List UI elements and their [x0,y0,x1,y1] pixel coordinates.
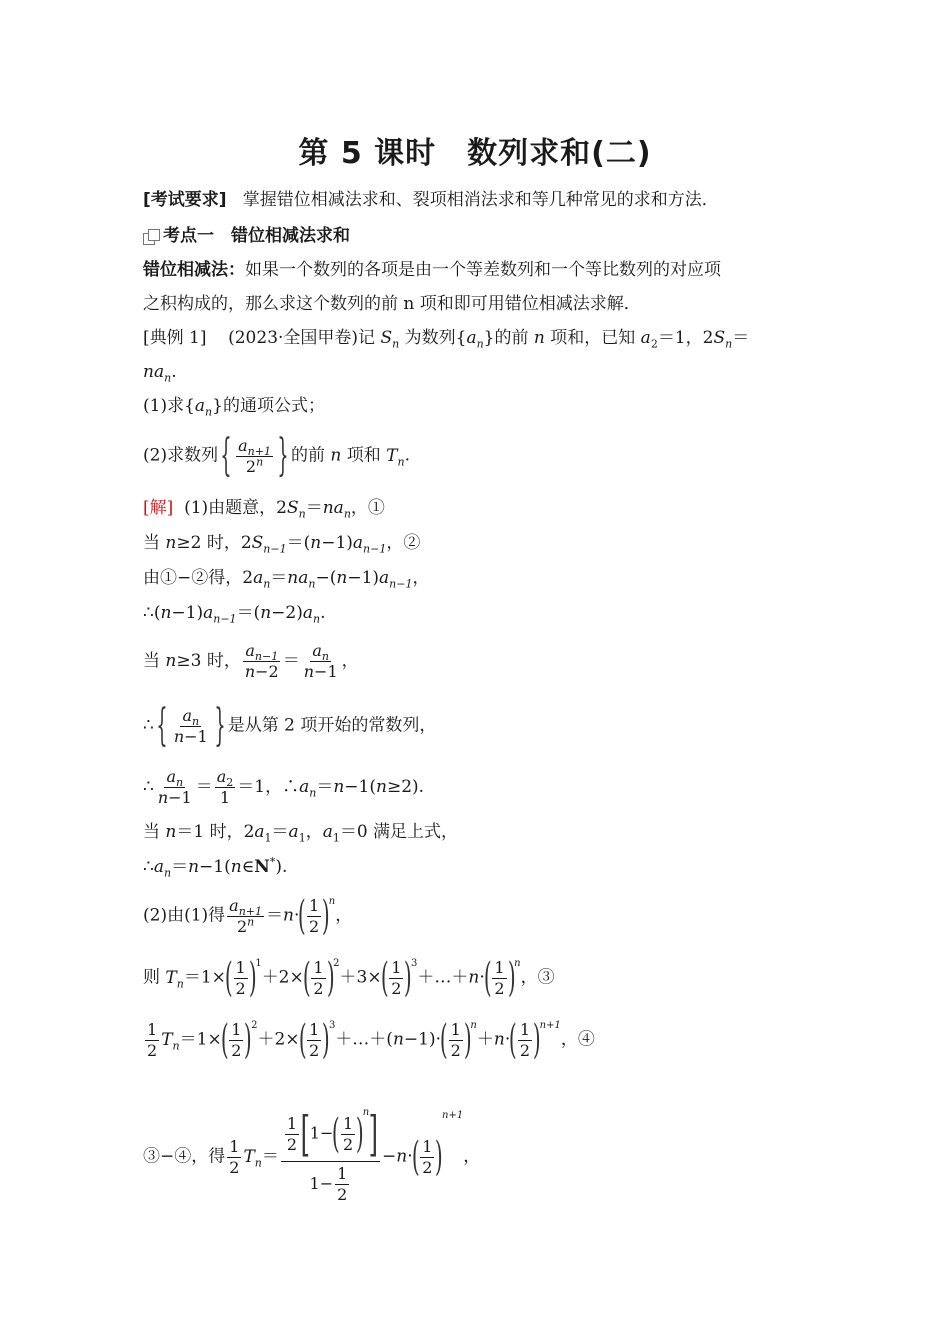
question-2: (2)求数列{ $\frac{a_{n+1}}{2^n}$ } 的前 n 项和 $T_n$. [143,430,410,481]
solution-label: [解] [143,498,174,518]
example-label: [典例 1] [143,328,207,348]
example-line-2: $na_n$. [143,362,177,385]
solution-line-5: 当 n≥3 时， $\frac{a_{n-1}}{n-2}$ ＝ $\frac{a_n}{n-1}$ ， [143,641,359,681]
solution-line-7: ∴ $\frac{a_n}{n-1}$ ＝ $\frac{a_2}{1}$ ＝1，$\therefore a_n=n-1(n\ge 2)$. [143,767,425,807]
definition-line-2: 之积构成的，那么求这个数列的前 n 项和即可用错位相减法求解． [143,294,641,314]
solution-line-4: $\therefore(n-1)a_{n-1}=(n-2)a_n$. [143,603,326,626]
solution-line-6: ∴{ $\frac{a_n}{n-1}$ } 是从第 2 项开始的常数列， [143,700,437,751]
solution-line-3: 由①−②得，$2a_n=na_n-(n-1)a_{n-1}$， [143,568,430,591]
exam-req-label: [考试要求] [143,190,227,210]
solution-line-2: 当 n≥2 时，$2S_{n-1}=(n-1)a_{n-1}$，② [143,533,421,556]
exam-req-text: 掌握错位相减法求和、裂项相消法求和等几种常见的求和方法． [242,190,719,210]
definition-line-1 [143,258,721,282]
section-heading [143,224,350,248]
section-label: 考点一 错位相减法求和 [163,226,350,246]
solution-line-10: (2)由(1)得 $\frac{a_{n+1}}{2^n}$ ＝n·( $\frac{1}{2}$ )$^n$， [143,893,353,939]
solution-line-9: $\therefore a_n=n-1(n\in N^*)$. [143,855,288,880]
solution-line-8: 当 n＝1 时，$2a_1=a_1$，$a_1=0$ 满足上式， [143,822,459,845]
def-label: 错位相减法： [143,260,245,280]
exam-requirement [143,188,719,212]
solution-line-11: 则 $T_n=1\times$( $\frac{1}{2}$ )$^1$＋2×( $\frac{1}{2}$ )$^2$＋3×( $\frac{1}{2}$ )$^3$＋…＋n·( $\frac{1}{2}$ )$^n$，③ [143,955,555,1001]
solution-line-13: ③−④，得 $\frac{1}{2}$ $T_n=$ $\frac{1}{2}$ [1−( $\frac{1}{2}$ )$^n$] 1− $\frac{1}{2}$ −n·( $\frac{1}{2}$ )$^{n+1}$， [143,1106,481,1204]
example-source: (2023·全国甲卷) [228,328,359,348]
question-1: (1)求$\{a_n\}$的通项公式； [143,396,325,419]
section-icon [143,229,159,245]
def-text-1: 如果一个数列的各项是由一个等差数列和一个等比数列的对应项 [245,260,721,280]
example-line-1: [典例 1] (2023·全国甲卷)记 $S_n$ 为数列$\{a_n\}$的前 n 项和，已知 $a_2=1$，$2S_n=$ [143,328,750,351]
solution-line-12: $\frac{1}{2}$ $T_n=1\times$( $\frac{1}{2}$ )$^2$＋2×( $\frac{1}{2}$ )$^3$＋…＋(n−1)·( $\frac{1}{2}$ )$^n$＋n·( $\frac{1}{2}$ )$^{n+1}$，④ [147,1017,595,1063]
page-title: 第 5 课时 数列求和(二) [298,136,652,171]
solution-line-1: [解] (1)由题意，$2S_n=na_n$，① [143,498,385,521]
